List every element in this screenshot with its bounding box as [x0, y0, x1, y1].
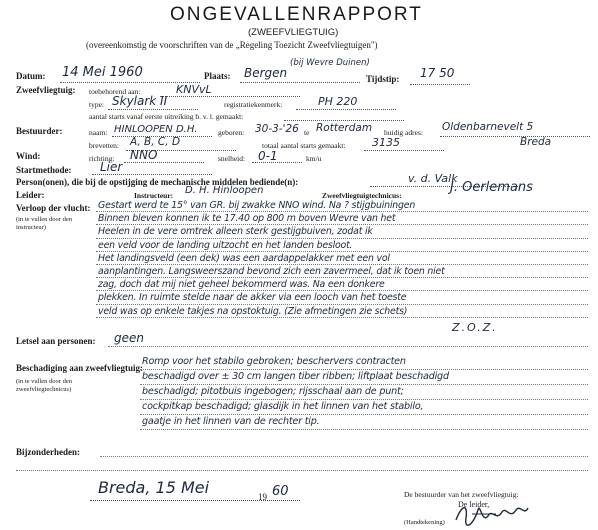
snelheid-label: snelheid: — [218, 154, 246, 163]
technicus-label: Zweefvliegtuigtechnicus: — [322, 191, 402, 200]
persons-value: v. d. Valk — [408, 172, 458, 185]
te-label: te — [304, 128, 310, 137]
richting-value: NNO — [130, 148, 158, 162]
pilot-starts-line — [364, 150, 444, 151]
registration-label: registratiekenmerk: — [224, 100, 283, 109]
pilot-name-value: HINLOOPEN D.H. — [114, 124, 198, 135]
persons-label: Person(onen), die bij de opstijging de mechanische middelen bediende(n): — [16, 177, 299, 187]
pilot-starts-label: totaal aantal starts gemaakt: — [262, 141, 346, 150]
geboren-label: geboren: — [218, 128, 245, 137]
beschadiging-label: Beschadiging aan zweefvliegtuig: — [16, 363, 143, 373]
leider-sign-label: De leider, — [458, 500, 490, 509]
beschadiging-line: beschadigd over ± 30 cm langen tiber ribben; liftplaat beschadigd — [142, 371, 449, 382]
instructeur-value: D. H. Hinloopen — [185, 185, 264, 196]
verloop-ruled-line — [96, 238, 588, 239]
beschadiging-ruled-line — [140, 414, 588, 415]
bijzonderheden-label: Bijzonderheden: — [16, 447, 80, 457]
verloop-ruled-line — [96, 264, 588, 265]
adres-value: Oldenbarnevelt 5 — [442, 121, 534, 133]
letsel-line — [108, 346, 588, 347]
verloop-ruled-line — [96, 290, 588, 291]
verloop-ruled-line — [96, 277, 588, 278]
verloop-label: Verloop der vlucht: — [16, 203, 91, 213]
adres-line — [440, 136, 590, 137]
letsel-value: geen — [114, 331, 144, 345]
verloop-ruled-line — [96, 211, 588, 212]
plaats-label: Plaats: — [204, 71, 231, 81]
beschadiging-ruled-line — [140, 369, 588, 370]
datum-label: Datum: — [16, 71, 46, 81]
registration-line — [296, 109, 396, 110]
verloop-line: aanplantingen. Langsweerszand bevond zich een zavermeel, dat ik toen niet — [98, 266, 445, 277]
beschadiging-ruled-line — [140, 429, 588, 430]
footer-year-prefix: 19 — [258, 492, 267, 502]
type-line — [108, 109, 198, 110]
type-value: Skylark II — [112, 94, 168, 108]
snelheid-value: 0-1 — [258, 149, 278, 163]
toebehorend-value: KNVvL — [176, 83, 212, 96]
verloop-note: (in te vullen door den instructeur) — [16, 216, 72, 231]
snelheid-line — [252, 162, 302, 163]
adres-city: Breda — [520, 136, 552, 148]
report-title: ONGEVALLENRAPPORT — [170, 4, 423, 25]
beschadiging-line: beschadigd; pitotbuis ingebogen; rijsschaal aan de punt; — [142, 386, 404, 397]
beschadiging-note: (in te vullen door den zweefvliegtechnicus) — [16, 378, 72, 393]
beschadiging-ruled-line — [140, 399, 588, 400]
aircraft-starts-label: aantal starts vanaf eerste uitreiking b. v. l. gemaakt: — [89, 112, 244, 121]
type-label: type: — [89, 100, 104, 109]
report-subtitle: (ZWEEFVLIEGTUIG) — [248, 27, 339, 38]
brevetten-value: A, B, C, D — [130, 136, 181, 148]
leider-label: Leider: — [16, 190, 45, 200]
wind-unit: km/u — [306, 154, 322, 163]
handtekening-label: (Handtekening) — [404, 519, 445, 526]
pilot-name-label: naam: — [89, 128, 108, 137]
verloop-line: plekken. In ruimte stelde naar de akker via een looch van het toeste — [98, 292, 407, 304]
verloop-line: Het landingsveld (een dek) was een aardappelakker met een vol — [98, 252, 390, 264]
adres-label: huidig adres: — [384, 128, 423, 137]
plaats-value: Bergen — [244, 66, 288, 80]
beschadiging-line: Romp voor het stabilo gebroken; beschervers contracten — [142, 356, 406, 367]
tijdstip-line — [410, 84, 470, 85]
startmethode-line — [92, 174, 212, 175]
beschadiging-line: cockpitkap beschadigd; glasdijk in het linnen van het stabilo, — [142, 401, 424, 412]
verloop-ruled-line — [96, 224, 588, 225]
verloop-line: Heelen in de vere omtrek alleen sterk gestijgbuiven, zodat ik — [98, 226, 373, 238]
datum-value: 14 Mei 1960 — [62, 65, 143, 80]
brevetten-label: brevetten: — [89, 141, 119, 150]
regulation-note: (overeenkomstig de voorschriften van de „Regeling Toezicht Zweefvliegtuigen") — [86, 40, 378, 50]
footer-year-suffix: 60 — [272, 484, 289, 499]
verloop-line: een veld voor de landing uitzocht en het landen besloot. — [98, 239, 353, 251]
toebehorend-line — [160, 96, 300, 97]
bijzonderheden-line-1 — [100, 456, 588, 457]
technicus-value: J. Oerlemans — [450, 180, 533, 195]
toebehorend-label: toebehorend aan: — [89, 87, 141, 96]
geboren-value: 30-3-'26 — [255, 123, 299, 135]
plaats-note: (bij Wevre Duinen) — [290, 58, 370, 68]
beschadiging-line: gaatje in het linnen van de rechter tip. — [142, 416, 320, 427]
verloop-ruled-line — [96, 304, 588, 305]
verloop-line: Binnen bleven konnen ik te 17.40 op 800 m boven Wevre van het — [98, 213, 396, 225]
verloop-line: veld was op enkele takjes na opstoktuig. (Zie afmetingen zie schets) — [98, 305, 408, 317]
richting-line — [124, 162, 204, 163]
registration-value: PH 220 — [318, 95, 358, 108]
plaats-line — [240, 82, 360, 83]
pilot-starts-value: 3135 — [372, 136, 400, 149]
bijzonderheden-line-2 — [16, 470, 588, 471]
footer-place-date: Breda, 15 Mei — [98, 478, 210, 497]
verloop-ruled-line — [96, 251, 588, 252]
signer-label: De bestuurder van het zweefvliegtuig: — [404, 490, 519, 499]
aircraft-section-label: Zweefvliegtuig: — [16, 85, 76, 95]
startmethode-value: Lier — [100, 160, 123, 174]
instructeur-label: Instructeur: — [134, 191, 174, 200]
verloop-ruled-line — [96, 317, 588, 318]
letsel-label: Letsel aan personen: — [16, 336, 96, 346]
aircraft-starts-line — [284, 120, 404, 121]
startmethode-label: Startmethode: — [16, 165, 72, 175]
tijdstip-label: Tijdstip: — [366, 74, 400, 84]
pilot-section-label: Bestuurder: — [16, 126, 63, 136]
tijdstip-value: 17 50 — [420, 66, 455, 80]
footer-date-line — [90, 500, 300, 501]
verloop-line: zag, doch dat mij niet geheel bekommerd was. Na een donkere — [98, 279, 385, 291]
te-value: Rotterdam — [316, 122, 373, 134]
beschadiging-ruled-line — [140, 384, 588, 385]
wind-label: Wind: — [16, 151, 41, 161]
signature-drawing — [452, 498, 532, 528]
richting-label: richting: — [89, 154, 115, 163]
zoz-marker: Z.O.Z. — [452, 321, 498, 334]
verloop-line: Gestart werd te 15° van GR. bij zwakke NNO wind. Na ? stijgbuiningen — [98, 200, 416, 211]
